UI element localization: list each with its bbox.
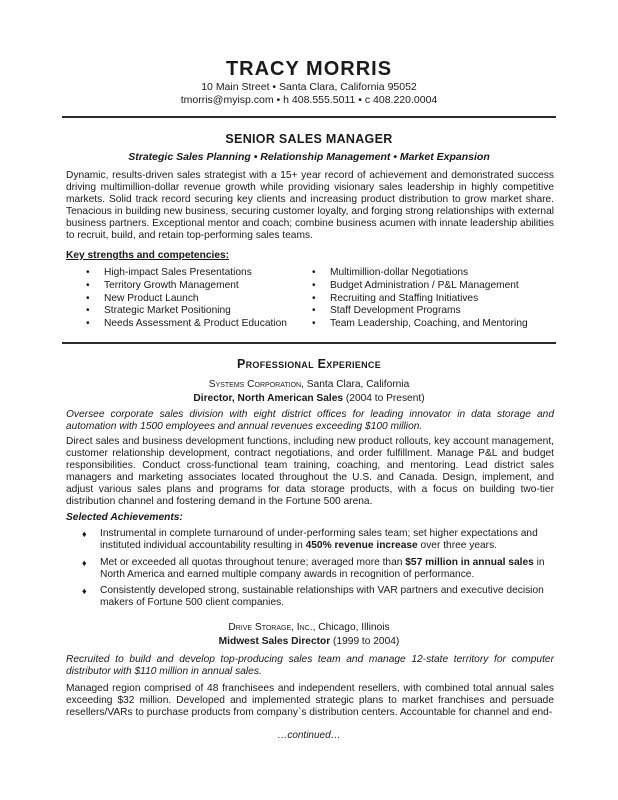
job-description: Direct sales and business development functions, including new product rollouts, key account management, customer relationship development, contract negotiations, and order fulfillment. Manage P&L and budget responsibilities. Conduct cross-functional team training, coaching, and mentoring. Lead district sales managers and marketing associates located throughout the U.S. and Canada. Design, implement, and adjust various sales plans and programs for data storage products, with a focus on building two-tier distribution channel and fostering demand in the Fortune 500 arena. xyxy=(66,436,554,507)
company-location: , Santa Clara, California xyxy=(301,379,410,390)
list-item: • Budget Administration / P&L Management xyxy=(312,280,528,293)
experience-title: Professional Experience xyxy=(236,357,382,371)
company-line xyxy=(0,622,618,633)
summary-tagline: Strategic Sales Planning • Relationship Management • Market Expansion xyxy=(128,151,490,163)
strengths-left-column xyxy=(86,267,287,331)
role-line xyxy=(0,393,618,404)
role-title: Director, North American Sales xyxy=(193,393,344,404)
role-line xyxy=(0,636,618,647)
achievements-heading: Selected Achievements: xyxy=(66,512,183,523)
address-line: 10 Main Street • Santa Clara, California 95052 xyxy=(201,81,417,93)
achievement-item xyxy=(84,585,554,609)
job-intro: Oversee corporate sales division with eight district offices for leading innovator in data storage and automation with 1500 employees and annual revenues exceeding $100 million. xyxy=(66,409,554,432)
list-item: • New Product Launch xyxy=(86,293,287,306)
role-dates: (1999 to 2004) xyxy=(330,636,400,647)
list-item: • Staff Development Programs xyxy=(312,305,528,318)
role-dates: (2004 to Present) xyxy=(343,393,425,404)
achievement-text: Consistently developed strong, sustainable relationships with VAR partners and executive decision makers of Fortune 500 client companies. xyxy=(100,585,544,608)
role-title: Midwest Sales Director xyxy=(218,636,331,647)
list-item: • Team Leadership, Coaching, and Mentoring xyxy=(312,318,528,331)
divider xyxy=(62,116,556,118)
achievement-item xyxy=(84,557,554,581)
candidate-name: TRACY MORRIS xyxy=(225,58,393,80)
strengths-heading-text: Key strengths and competencies xyxy=(66,250,226,261)
list-item: • Needs Assessment & Product Education xyxy=(86,318,287,331)
strengths-right-column xyxy=(312,267,528,331)
job-description: Managed region comprised of 48 franchisees and independent resellers, with combined total annual sales exceeding $32 million. Developed and implemented strategic plans to market franchises and persuade resellers/VARs to purchase products from company`s distribution centers. Accountable for channel and end- xyxy=(66,683,554,718)
list-item: • Recruiting and Staffing Initiatives xyxy=(312,293,528,306)
company-name: Systems Corporation xyxy=(208,379,302,390)
summary-paragraph: Dynamic, results-driven sales strategist with a 15+ year record of achievement and demonstrated success driving multimillion-dollar revenue growth while providing visionary sales leadership in highly competitive markets. Solid track record securing key clients and increasing product distribution to grow market share. Tenacious in building new business, securing customer loyalty, and forging strong relationships with external business partners. Exceptional mentor and coach; combine business acumen with innate leadership abilities to recruit, build, and retain top-performing sales teams. xyxy=(66,170,554,241)
continued-note: …continued… xyxy=(277,730,341,741)
company-name: Drive Storage, Inc. xyxy=(228,622,313,633)
list-item: • High-impact Sales Presentations xyxy=(86,267,287,280)
divider xyxy=(62,342,556,344)
strengths-heading: Key strengths and competencies: xyxy=(66,250,230,261)
achievement-text: Met or exceeded all quotas throughout tenure; averaged more than $57 million in annual sales in North America and earned multiple company awards in recognition of performance. xyxy=(100,557,545,580)
list-item: • Strategic Market Positioning xyxy=(86,305,287,318)
company-line xyxy=(0,379,618,390)
diamond-bullet-icon: ♦ xyxy=(82,529,87,539)
list-item: • Territory Growth Management xyxy=(86,280,287,293)
summary-title: SENIOR SALES MANAGER xyxy=(225,132,393,146)
achievement-item xyxy=(84,528,554,552)
list-item: • Multimillion-dollar Negotiations xyxy=(312,267,528,280)
contact-line: tmorris@myisp.com • h 408.555.5011 • c 408.220.0004 xyxy=(180,94,438,106)
company-location: , Chicago, Illinois xyxy=(312,622,390,633)
achievement-text: Instrumental in complete turnaround of under-performing sales team; set higher expectations and instituted individual accountability resulting in 450% revenue increase over three years. xyxy=(100,528,538,551)
diamond-bullet-icon: ♦ xyxy=(82,586,87,596)
job-intro: Recruited to build and develop top-producing sales team and manage 12-state territory for computer distributor with $110 million in annual sales. xyxy=(66,654,554,677)
diamond-bullet-icon: ♦ xyxy=(82,558,87,568)
